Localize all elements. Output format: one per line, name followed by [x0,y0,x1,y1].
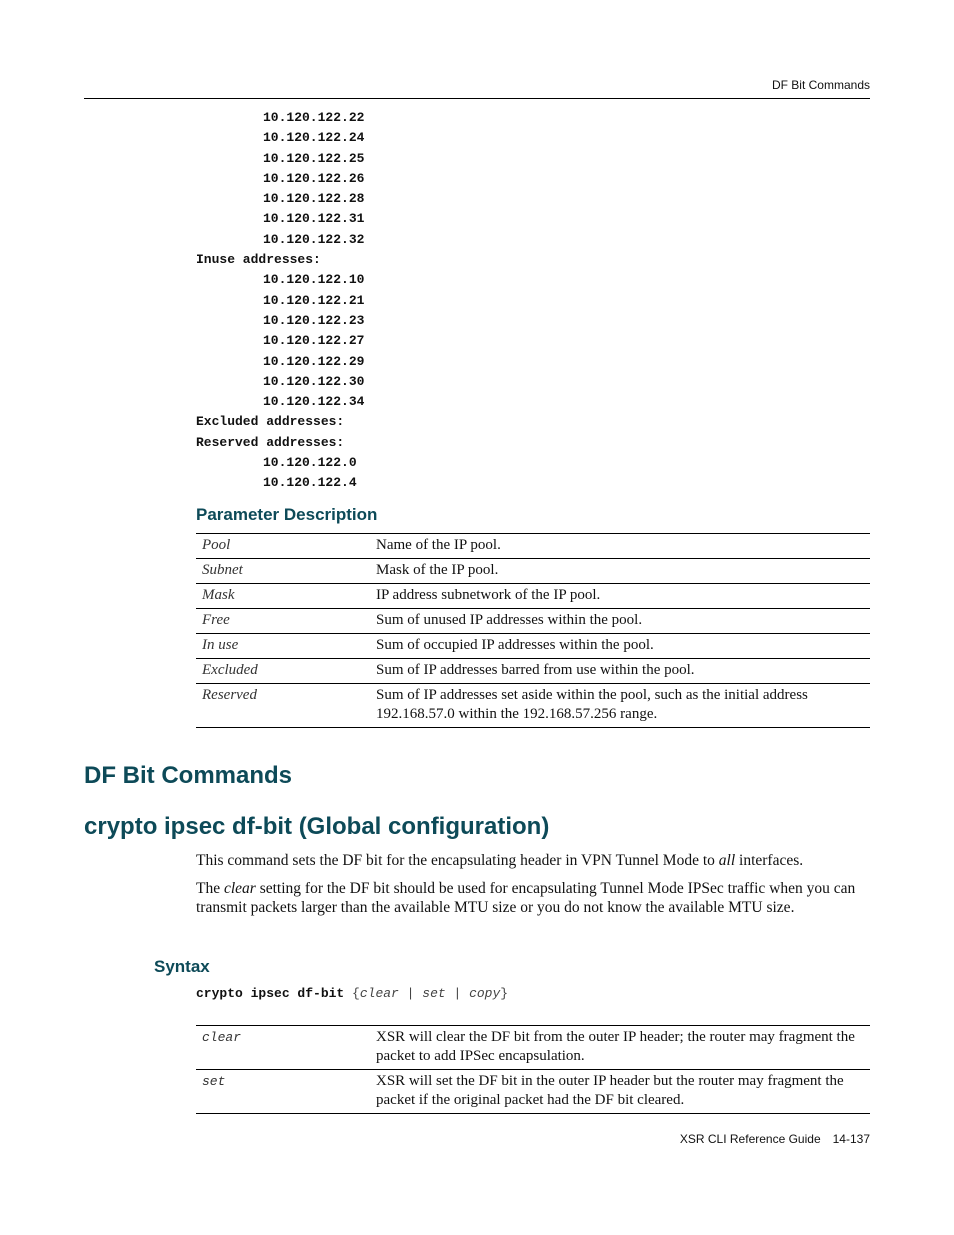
ip-address-line: 10.120.122.30 [263,373,365,389]
parameter-name: Free [196,609,370,634]
address-category-label: Inuse addresses: [196,252,321,268]
table-row [196,559,870,584]
table-row [196,634,870,659]
syntax-option-copy: copy [469,986,501,1001]
parameter-table [196,533,870,728]
running-header: DF Bit Commands [771,78,870,92]
ip-address-line: 10.120.122.22 [263,110,365,125]
syntax-command: crypto ipsec df-bit [196,986,345,1001]
clear-text-a: The [196,880,224,897]
ip-address-line: 10.120.122.10 [263,272,365,288]
syntax-option-set: set [422,986,446,1001]
parameter-name: In use [196,634,370,659]
parameter-description: Sum of unused IP addresses within the pool. [370,609,870,634]
parameter-description: Sum of occupied IP addresses within the pool. [370,634,870,659]
ip-address-line: 10.120.122.26 [263,170,365,186]
table-row [196,659,870,684]
table-row [196,534,870,559]
page-footer [680,1132,870,1146]
clear-text-b: setting for the DF bit should be used for encapsulating Tunnel Mode IPSec traffic when you can transmit packets larger than the available MTU size or you do not know the available MTU size. [196,880,856,916]
parameter-name: clear [196,1026,370,1070]
intro-text-b: interfaces. [735,852,804,869]
parameter-name: Reserved [196,684,370,728]
intro-paragraph [196,851,870,870]
parameter-name: set [196,1070,370,1114]
syntax-heading: Syntax [154,957,210,976]
parameter-description: XSR will clear the DF bit from the outer IP header; the router may fragment the packet to add IPSec encapsulation. [370,1026,870,1070]
syntax-open-brace: { [344,986,360,1001]
parameter-description: Sum of IP addresses barred from use within the pool. [370,659,870,684]
ip-address-line: 10.120.122.31 [263,211,365,227]
ip-address-line: 10.120.122.32 [263,231,365,247]
parameter-description: IP address subnetwork of the IP pool. [370,584,870,609]
intro-text-a: This command sets the DF bit for the encapsulating header in VPN Tunnel Mode to [196,852,719,869]
parameter-name: Excluded [196,659,370,684]
clear-setting-paragraph [196,879,870,917]
ip-address-line: 10.120.122.4 [263,475,357,491]
footer-guide-title: XSR CLI Reference Guide [679,1132,821,1146]
ip-address-line: 10.120.122.23 [263,312,365,328]
parameter-description-heading: Parameter Description [196,505,378,524]
ip-address-line: 10.120.122.24 [263,130,365,146]
syntax-options-table [196,1025,870,1114]
command-output-block [196,108,364,494]
ip-address-line: 10.120.122.34 [263,394,365,410]
table-row [196,609,870,634]
syntax-option-clear: clear [359,986,399,1001]
syntax-separator: | [398,986,423,1001]
section-title: DF Bit Commands [84,762,293,789]
table-row [196,684,870,728]
parameter-description: Sum of IP addresses set aside within the pool, such as the initial address 192.168.57.0 within the 192.168.57.256 range. [370,684,870,728]
ip-address-line: 10.120.122.0 [263,455,357,471]
parameter-description: Mask of the IP pool. [370,559,870,584]
ip-address-line: 10.120.122.28 [263,191,365,207]
parameter-description: Name of the IP pool. [370,534,870,559]
parameter-name: Pool [196,534,370,559]
table-row [196,584,870,609]
header-rule [84,98,870,99]
ip-address-line: 10.120.122.29 [263,353,365,369]
address-category-label: Reserved addresses: [196,434,345,450]
ip-address-line: 10.120.122.27 [263,333,365,349]
ip-address-line: 10.120.122.21 [263,292,365,308]
syntax-separator: | [445,986,470,1001]
syntax-close-brace: } [500,986,509,1001]
parameter-name: Subnet [196,559,370,584]
ip-address-line: 10.120.122.25 [263,150,365,166]
clear-emphasis: clear [223,880,256,897]
address-category-label: Excluded addresses: [196,414,345,430]
command-title: crypto ipsec df-bit (Global configuration) [84,813,550,840]
intro-emphasis: all [718,852,736,869]
syntax-line [196,986,508,1001]
table-row [196,1070,870,1114]
parameter-description: XSR will set the DF bit in the outer IP header but the router may fragment the packet if the original packet had the DF bit cleared. [370,1070,870,1114]
parameter-name: Mask [196,584,370,609]
table-row [196,1026,870,1070]
footer-page-number: 14-137 [832,1132,870,1146]
